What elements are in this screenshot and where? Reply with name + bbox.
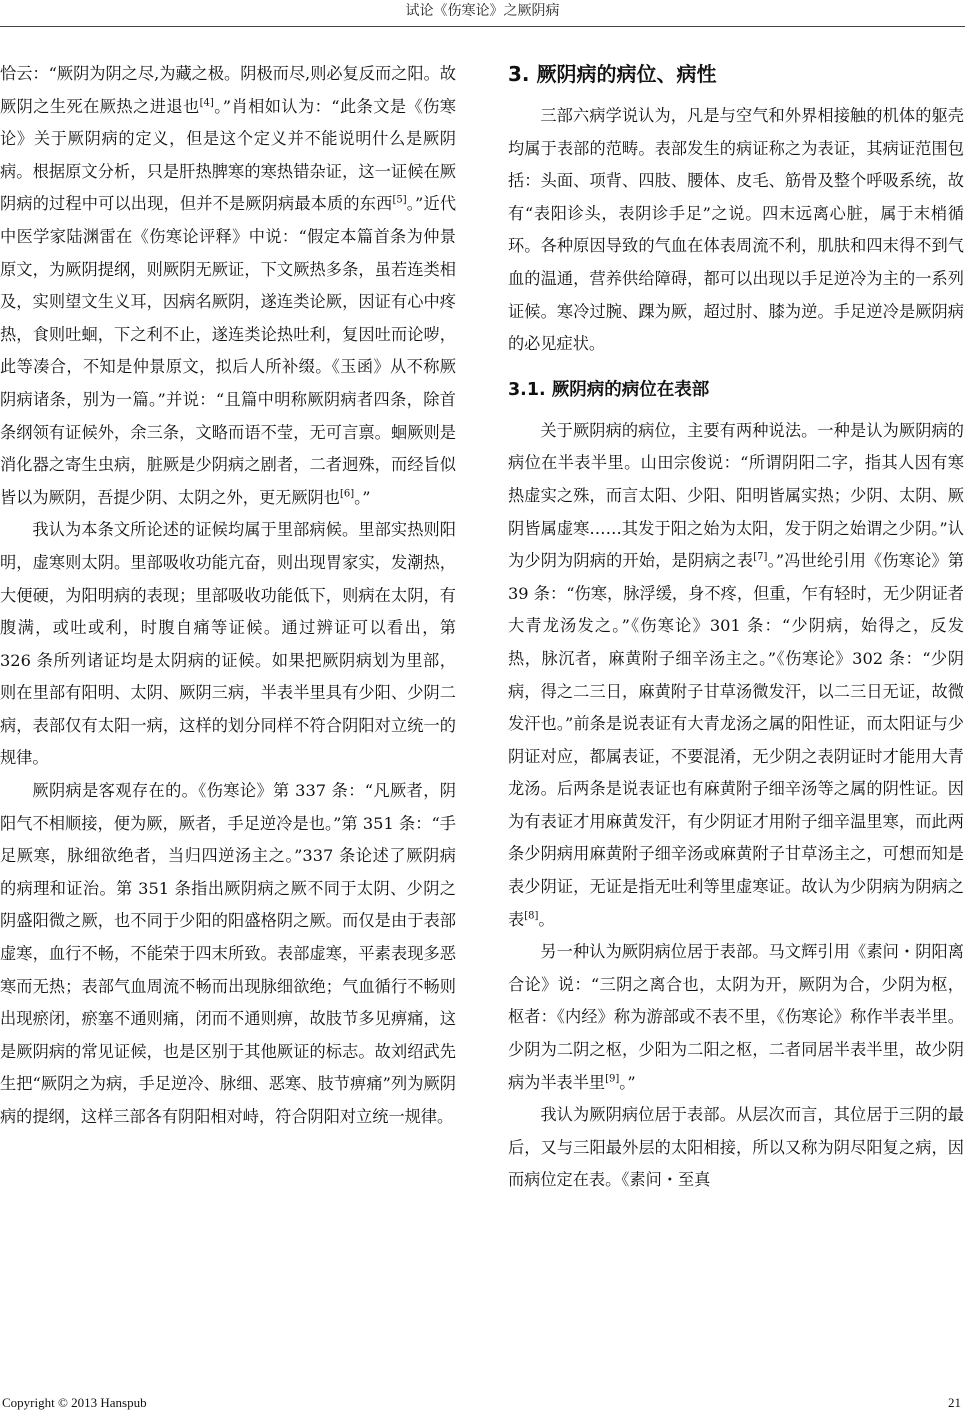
running-title: 试论《伤寒论》之厥阴病 bbox=[405, 3, 560, 19]
subsection-heading: 3.1. 厥阴病的病位在表部 bbox=[508, 379, 710, 400]
citation-4[interactable]: [4] bbox=[199, 97, 214, 109]
paragraph: 三部六病学说认为，凡是与空气和外界相接触的机体的躯壳均属于表部的范畴。表部发生的病证称之为表证，其病证范围包括：头面、项背、四肢、腰体、皮毛、筋骨及整个呼吸系统，故有“表阳诊头，表阴诊手足”之说。四末远离心脏，属于末梢循环。各种原因导致的气血在体表周流不利，肌肤和四末得不到气血的温通，营养供给障碍，都可以出现以手足逆冷为主的一系列证候。寒冷过腕、踝为厥，超过肘、膝为逆。手足逆冷是厥阴病的必见症状。 bbox=[508, 106, 964, 354]
page-footer bbox=[0, 1392, 965, 1414]
text-run: 。”近代中医学家陆渊雷在《伤寒论评释》中说：“假定本篇首条为仲景原文，为厥阴提纲，则厥阴无厥证，下文厥热多条，虽若连类相及，实则望文生义耳，因病名厥阴，遂连类论厥，因证有心中疼热，食则吐蛔，下之利不止，遂连类论热吐利，复因吐而论哕，此等凑合，不知是仲景原文，拟后人所补缀。《玉函》从不称厥阴病诸条，别为一篇。”并说：“且篇中明称厥阴病者四条，除首条纲领有证候外，余三条，文略而语不莹，无可言禀。蛔厥则是消化器之寄生虫病，脏厥是少阴病之剧者，二者迥殊，而经旨似皆以为厥阴，吾提少阴、太阴之外，更无厥阴也 bbox=[0, 194, 457, 507]
citation-8[interactable]: [8] bbox=[524, 910, 539, 922]
citation-9[interactable]: [9] bbox=[605, 1073, 620, 1085]
left-column bbox=[0, 58, 456, 1134]
text-run: 。” bbox=[619, 1072, 636, 1092]
text-run: 。 bbox=[538, 909, 555, 929]
running-header bbox=[0, 0, 965, 27]
text-run: 另一种认为厥阴病位居于表部。马文辉引用《素问・阴阳离合论》说：“三阴之离合也，太阴为开，厥阴为合，少阴为枢，枢者：《内经》称为游部或不表不里，《伤寒论》称作半表半里。少阴为二阴之枢，少阳为二阳之枢，二者同居半表半里，故少阴病为半表半里 bbox=[508, 942, 964, 1092]
text-run: 关于厥阴病的病位，主要有两种说法。一种是认为厥阴病的病位在半表半里。山田宗俊说：“所谓阴阳二字，指其人因有寒热虚实之殊，而言太阳、少阳、阳明皆属实热；少阴、太阴、厥阴皆属虚寒……其发于阳之始为太阳，发于阴之始谓之少阴。”认为少阴为阴病的开始，是阴病之表 bbox=[508, 420, 964, 571]
paragraph bbox=[508, 415, 964, 937]
text-run: 。”冯世纶引用《伤寒论》第 39 条：“伤寒，脉浮缓，身不疼，但重，乍有轻时，无少阴证者大青龙汤发之。”《伤寒论》301 条：“少阴病，始得之，反发热，脉沉者，麻黄附子细辛汤主之。”《伤寒论》302 条：“少阴病，得之二三日，麻黄附子甘草汤微发汗，以二三日无证，故微发汗也。”前条是说表证有大青龙汤之属的阳性证，而太阳证与少阴证对应，都属表证，不要混淆，无少阴之表阴证时才能用大青龙汤。后两条是说表证也有麻黄附子细辛汤等之属的阴性证。因为有表证才用麻黄发汗，有少阴证才用附子细辛温里寒，而此两条少阴病用麻黄附子细辛汤或麻黄附子甘草汤主之，可想而知是表少阴证，无证是指无吐利等里虚寒证。故认为少阴病为阴病之表 bbox=[508, 551, 964, 929]
paragraph: 厥阴病是客观存在的。《伤寒论》第 337 条：“凡厥者，阴阳气不相顺接，便为厥，厥者，手足逆冷是也。”第 351 条：“手足厥寒，脉细欲绝者，当归四逆汤主之。”337 条论述了厥阴病的病理和证治。第 351 条指出厥阴病之厥不同于太阴、少阴之阴盛阳微之厥，也不同于少阳的阳盛格阴之厥。而仅是由于表部虚寒，血行不畅，不能荣于四末所致。表部虚寒，平素表现多恶寒而无热；表部气血周流不畅而出现脉细欲绝；气血循行不畅则出现瘀闭，瘀塞不通则痛，闭而不通则痹，故肢节多见痹痛，这是厥阴病的常见证候，也是区别于其他厥证的标志。故刘绍武先生把“厥阴之为病，手足逆冷、脉细、恶寒、肢节痹痛”列为厥阴病的提纲，这样三部各有阴阳相对峙，符合阴阳对立统一规律。 bbox=[0, 781, 456, 1126]
text-run: 。”肖相如认为：“此条文是《伤寒论》关于厥阴病的定义，但是这个定义并不能说明什么是厥阴病。根据原文分析，只是肝热脾寒的寒热错杂证，这一证候在厥阴病的过程中可以出现，但并不是厥阴病最本质的东西 bbox=[0, 96, 456, 214]
text-run: 恰云：“厥阴为阴之尽,为藏之极。阴极而尽,则必复反而之阳。故厥阴之生死在厥热之进退也 bbox=[0, 64, 456, 116]
right-column bbox=[508, 58, 964, 1197]
page-number: 21 bbox=[948, 1395, 961, 1410]
section-heading: 3. 厥阴病的病位、病性 bbox=[508, 62, 717, 86]
paragraph bbox=[0, 58, 456, 514]
citation-7[interactable]: [7] bbox=[753, 551, 768, 563]
copyright-notice: Copyright © 2013 Hanspub bbox=[2, 1395, 147, 1410]
paragraph: 我认为本条文所论述的证候均属于里部病候。里部实热则阳明，虚寒则太阴。里部吸收功能亢奋，则出现胃家实，发潮热，大便硬，为阳明病的表现；里部吸收功能低下，则病在太阴，有腹满，或吐或利，时腹自痛等证候。通过辨证可以看出，第 326 条所列诸证均是太阴病的证候。如果把厥阴病划为里部，则在里部有阳明、太阴、厥阴三病，半表半里具有少阳、少阴二病，表部仅有太阳一病，这样的划分同样不符合阴阳对立统一的规律。 bbox=[0, 520, 456, 768]
citation-6[interactable]: [6] bbox=[339, 488, 355, 500]
paragraph: 我认为厥阴病位居于表部。从层次而言，其位居于三阴的最后，又与三阳最外层的太阳相接，所以又称为阴尽阳复之病，因而病位定在表。《素问・至真 bbox=[508, 1105, 964, 1190]
text-run: 。” bbox=[354, 487, 371, 507]
paragraph bbox=[508, 936, 964, 1099]
citation-5[interactable]: [5] bbox=[392, 194, 407, 206]
